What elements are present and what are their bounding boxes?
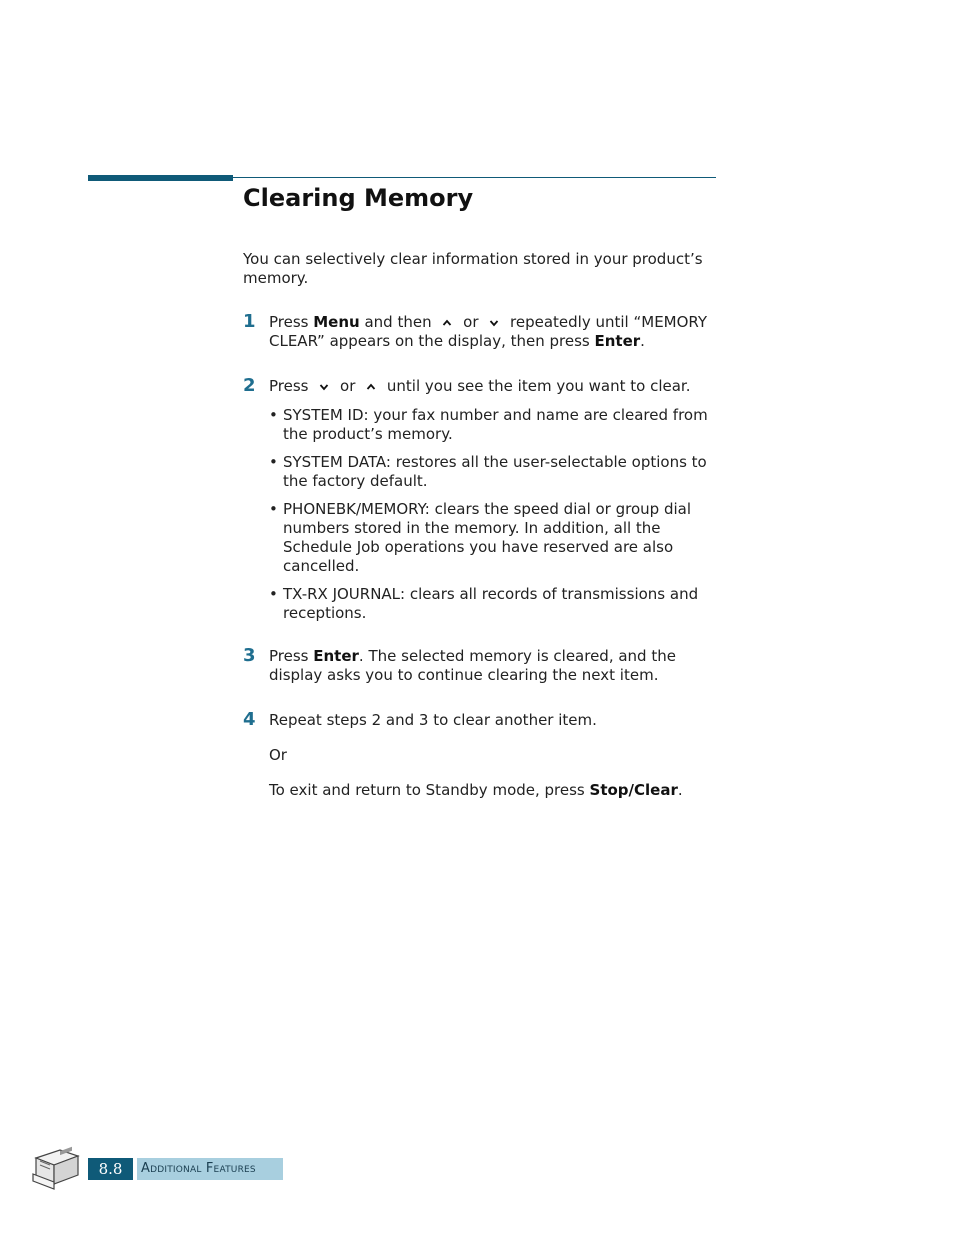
step-3-text [269,647,719,685]
bold-menu: Menu [313,313,360,331]
text-span: repeatedly until “MEMORY CLEAR” appears on the display, then press [269,313,708,350]
text-span: Press [269,313,314,331]
text-span: . The selected memory is cleared, and the display asks you to continue clearing the next item. [269,647,676,684]
memory-items-list [269,406,719,632]
list-item: • PHONEBK/MEMORY: clears the speed dial or group dial numbers stored in the memory. In addition, all the Schedule Job operations you have reserved are also cancelled. [269,500,719,576]
text-span: or [458,313,484,331]
list-item: • SYSTEM DATA: restores all the user-selectable options to the factory default. [269,453,719,491]
text-span: To exit and return to Standby mode, press [269,781,590,799]
step-4-number: 4 [243,709,256,730]
bold-enter: Enter [313,647,359,665]
step-4-text: Repeat steps 2 and 3 to clear another item. [269,711,597,729]
up-arrow-icon [366,382,376,392]
text-span: and then [359,313,437,331]
section-label: Additional Features [137,1158,283,1180]
step-3-number: 3 [243,645,256,666]
step-4-or: Or [269,746,287,764]
title-rule-thick [88,175,233,181]
intro-paragraph: You can selectively clear information stored in your product’s memory. [243,250,703,287]
down-arrow-icon [319,382,329,392]
bold-enter: Enter [594,332,641,350]
list-item: • SYSTEM ID: your fax number and name are cleared from the product’s memory. [269,406,719,444]
text-span: until you see the item you want to clear. [382,377,691,395]
text-span: Press [269,377,314,395]
printer-icon [30,1144,82,1192]
text-span: or [335,377,361,395]
page-number: 8.8 [88,1158,133,1180]
page-title: Clearing Memory [243,184,474,212]
step-2-text [269,377,719,396]
step-4-exit-text [269,781,719,800]
step-2-number: 2 [243,375,256,396]
title-rule-thin [233,177,716,178]
up-arrow-icon [442,318,452,328]
down-arrow-icon [489,318,499,328]
step-1-text [269,313,719,351]
bold-stop-clear: Stop/Clear [589,781,678,799]
step-1-number: 1 [243,311,256,332]
text-span: Press [269,647,314,665]
text-span: . [677,781,683,799]
list-item: • TX-RX JOURNAL: clears all records of transmissions and receptions. [269,585,719,623]
text-span: . [640,332,645,350]
